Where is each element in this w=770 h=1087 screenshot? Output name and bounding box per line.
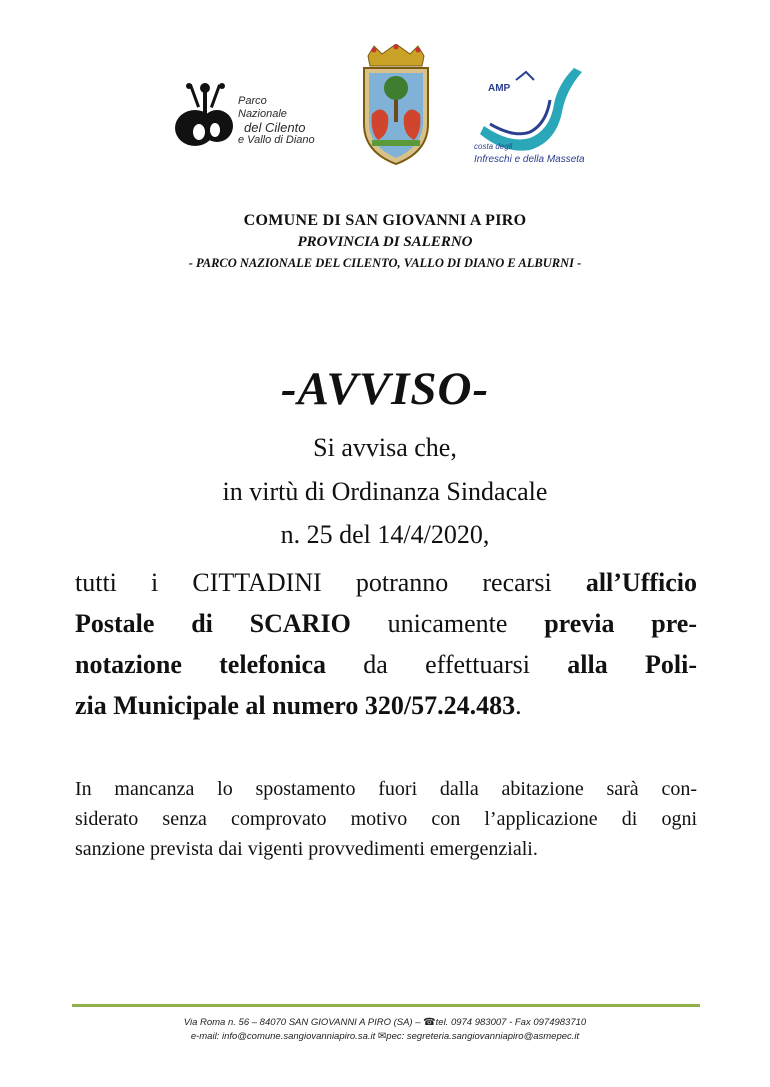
parco-text-line: e Vallo di Diano xyxy=(238,134,315,146)
province-name: PROVINCIA DI SALERNO xyxy=(297,234,473,250)
footer-divider xyxy=(72,1004,700,1007)
coat-of-arms-emblem xyxy=(358,44,434,166)
paragraph-line: sanzione prevista dai vigenti provvedimenti emergenziali. xyxy=(75,838,538,860)
bold-text-run: alla Poli- xyxy=(567,650,698,679)
notice-title: -AVVISO- xyxy=(280,363,490,415)
paragraph-line xyxy=(75,685,697,726)
bold-text-run: notazione telefonica xyxy=(75,650,326,679)
amp-text-line: costa degli xyxy=(474,142,513,151)
footer-line-1 xyxy=(0,1016,770,1030)
footer-address: Via Roma n. 56 – 84070 SAN GIOVANNI A PIRO (SA) – xyxy=(183,1017,421,1028)
parco-text-line: del Cilento xyxy=(244,120,306,135)
footer-pec[interactable]: pec: segreteria.sangiovanniapiro@asmepec.it xyxy=(386,1031,580,1042)
text-run: . xyxy=(515,691,522,720)
parco-logo-text xyxy=(238,95,318,147)
municipality-name: COMUNE DI SAN GIOVANNI A PIRO xyxy=(243,212,527,229)
phone-icon: ☎ xyxy=(423,1017,436,1028)
footer-email[interactable]: e-mail: info@comune.sangiovanniapiro.sa.it xyxy=(190,1031,376,1042)
amp-label: AMP xyxy=(488,83,511,94)
text-run: unicamente xyxy=(387,609,508,638)
notice-intro-line: Si avvisa che, xyxy=(313,433,457,462)
text-run: tutti i CITTADINI potranno recarsi xyxy=(75,568,552,597)
bold-text-run: Postale di SCARIO xyxy=(75,609,351,638)
municipality-header xyxy=(0,212,770,271)
notice-main-paragraph xyxy=(75,562,697,726)
bold-text-run: previa pre- xyxy=(544,609,698,638)
park-name: - PARCO NAZIONALE DEL CILENTO, VALLO DI DIANO E ALBURNI - xyxy=(188,256,582,270)
notice-warning-paragraph xyxy=(75,774,697,864)
notice-intro-line: n. 25 del 14/4/2020, xyxy=(280,520,490,549)
footer-line-2 xyxy=(0,1030,770,1044)
paragraph-line xyxy=(75,603,697,644)
amp-text-line: Infreschi e della Masseta xyxy=(474,154,585,165)
amp-logo-text xyxy=(474,140,594,166)
notice-intro-line: in virtù di Ordinanza Sindacale xyxy=(222,477,548,506)
text-run: da effettuarsi xyxy=(363,650,531,679)
footer-phone: tel. 0974 983007 - Fax 0974983710 xyxy=(435,1017,587,1028)
parco-text-line: Parco Nazionale xyxy=(238,95,287,120)
bold-text-run: all’Ufficio xyxy=(585,568,697,597)
logo-bar xyxy=(0,42,770,172)
paragraph-line xyxy=(75,562,697,603)
paragraph-line: In mancanza lo spostamento fuori dalla abitazione sarà con- xyxy=(75,778,697,800)
mail-icon: ✉ xyxy=(377,1031,387,1042)
footer-contacts xyxy=(0,1016,770,1044)
paragraph-line: siderato senza comprovato motivo con l’applicazione di ogni xyxy=(75,808,697,830)
paragraph-line xyxy=(75,644,697,685)
bold-text-run: zia Municipale al numero 320/57.24.483 xyxy=(75,691,516,720)
